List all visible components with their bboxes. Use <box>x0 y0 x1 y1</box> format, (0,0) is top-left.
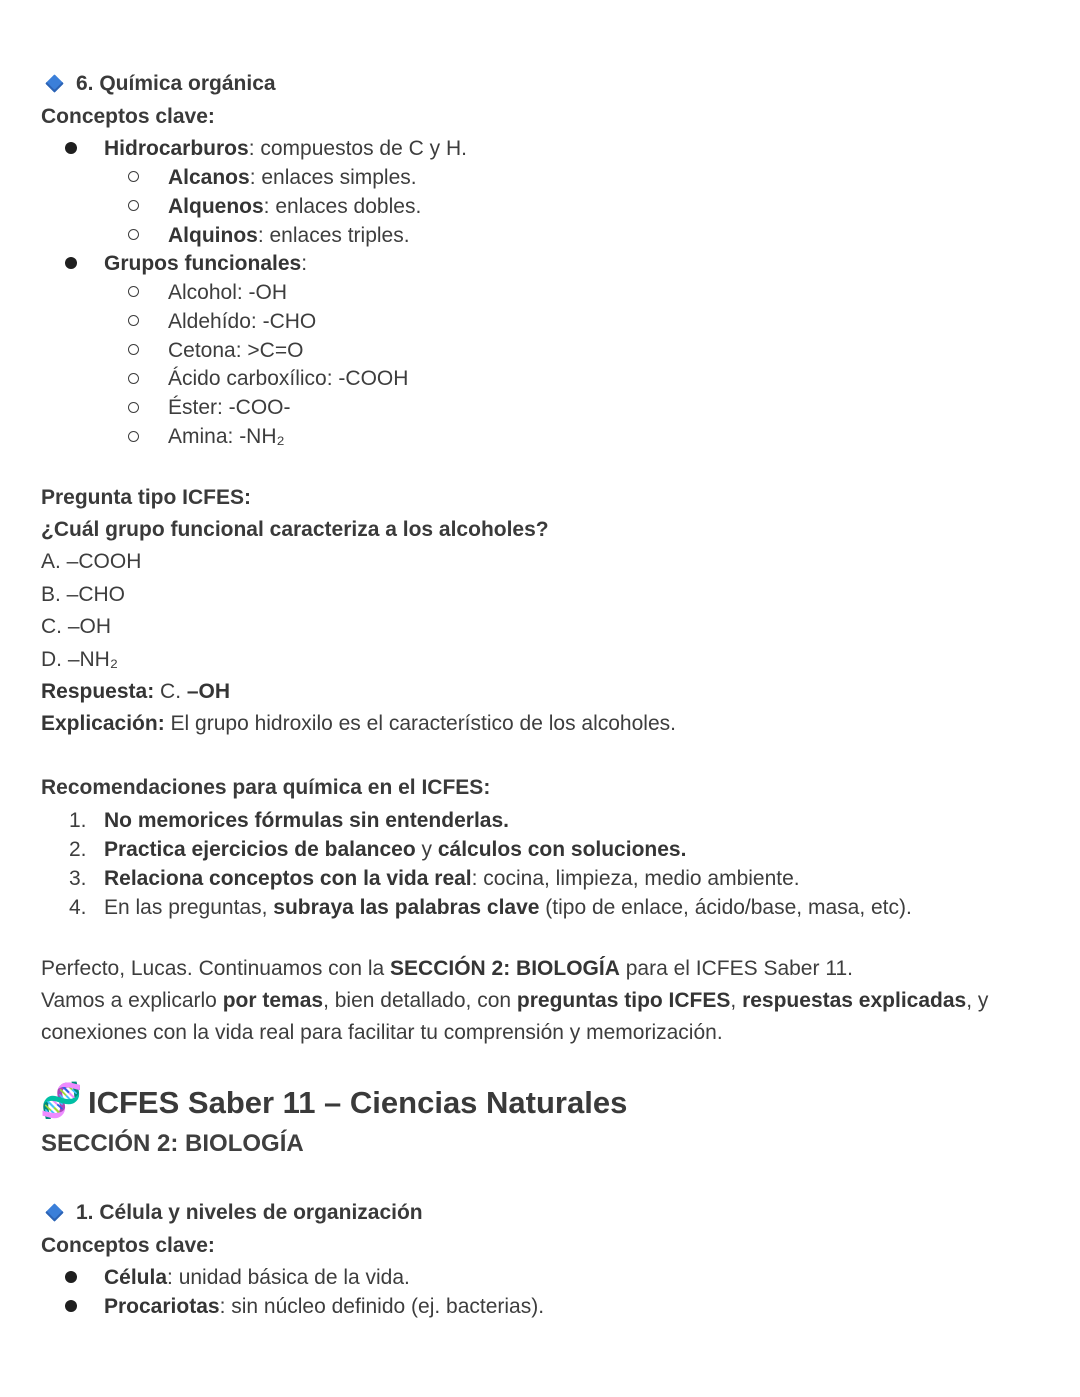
answer: Respuesta: C. –OH <box>41 680 231 703</box>
diamond-icon <box>45 1203 63 1221</box>
list-item: Grupos funcionales: <box>104 252 308 275</box>
paragraph-line: Vamos a explicarlo por temas, bien detallado, con preguntas tipo ICFES, respuestas explicadas, y <box>41 989 989 1012</box>
bullet-icon <box>65 1271 77 1283</box>
list-item: Éster: -COO- <box>168 396 291 419</box>
dna-icon: 🧬 <box>40 1082 83 1120</box>
list-item: Relaciona conceptos con la vida real: cocina, limpieza, medio ambiente. <box>104 867 800 890</box>
list-item: Alcanos: enlaces simples. <box>168 166 417 189</box>
list-item: Ácido carboxílico: -COOH <box>168 367 409 390</box>
list-number: 2. <box>69 838 87 861</box>
list-item: Alcohol: -OH <box>168 281 288 304</box>
list-number: 4. <box>69 896 87 919</box>
list-item: Practica ejercicios de balanceo y cálculos con soluciones. <box>104 838 687 861</box>
circle-bullet-icon <box>128 373 139 384</box>
section-heading: 6. Química orgánica <box>76 72 276 95</box>
question-text: ¿Cuál grupo funcional caracteriza a los alcoholes? <box>41 518 549 541</box>
list-item: En las preguntas, subraya las palabras clave (tipo de enlace, ácido/base, masa, etc). <box>104 896 912 919</box>
circle-bullet-icon <box>128 229 139 240</box>
list-item: Célula: unidad básica de la vida. <box>104 1266 410 1289</box>
explanation: Explicación: El grupo hidroxilo es el característico de los alcoholes. <box>41 712 676 735</box>
circle-bullet-icon <box>128 402 139 413</box>
option-c: C. –OH <box>41 615 112 638</box>
question-label: Pregunta tipo ICFES: <box>41 486 251 509</box>
circle-bullet-icon <box>128 286 139 297</box>
diamond-icon <box>45 74 63 92</box>
circle-bullet-icon <box>128 431 139 442</box>
page-title: ICFES Saber 11 – Ciencias Naturales <box>88 1085 628 1120</box>
list-item: Amina: -NH₂ <box>168 425 285 448</box>
bullet-icon <box>65 1300 77 1312</box>
circle-bullet-icon <box>128 200 139 211</box>
circle-bullet-icon <box>128 315 139 326</box>
paragraph-line: conexiones con la vida real para facilitar tu comprensión y memorización. <box>41 1021 723 1044</box>
section-subtitle: SECCIÓN 2: BIOLOGÍA <box>41 1130 304 1157</box>
recommendations-title: Recomendaciones para química en el ICFES: <box>41 776 491 799</box>
section-heading: 1. Célula y niveles de organización <box>76 1201 423 1224</box>
circle-bullet-icon <box>128 171 139 182</box>
list-item: Hidrocarburos: compuestos de C y H. <box>104 137 467 160</box>
option-d: D. –NH₂ <box>41 648 118 671</box>
list-item: Alquenos: enlaces dobles. <box>168 195 422 218</box>
list-item: Aldehído: -CHO <box>168 310 317 333</box>
list-item: Alquinos: enlaces triples. <box>168 224 410 247</box>
concepts-label: Conceptos clave: <box>41 1234 215 1257</box>
concepts-label: Conceptos clave: <box>41 105 215 128</box>
list-number: 3. <box>69 867 87 890</box>
list-item: Cetona: >C=O <box>168 339 304 362</box>
list-item: No memorices fórmulas sin entenderlas. <box>104 809 509 832</box>
list-number: 1. <box>69 809 87 832</box>
option-b: B. –CHO <box>41 583 126 606</box>
circle-bullet-icon <box>128 344 139 355</box>
bullet-icon <box>65 257 77 269</box>
list-item: Procariotas: sin núcleo definido (ej. bacterias). <box>104 1295 545 1318</box>
paragraph-line: Perfecto, Lucas. Continuamos con la SECCIÓN 2: BIOLOGÍA para el ICFES Saber 11. <box>41 957 853 980</box>
bullet-icon <box>65 142 77 154</box>
option-a: A. –COOH <box>41 550 142 573</box>
